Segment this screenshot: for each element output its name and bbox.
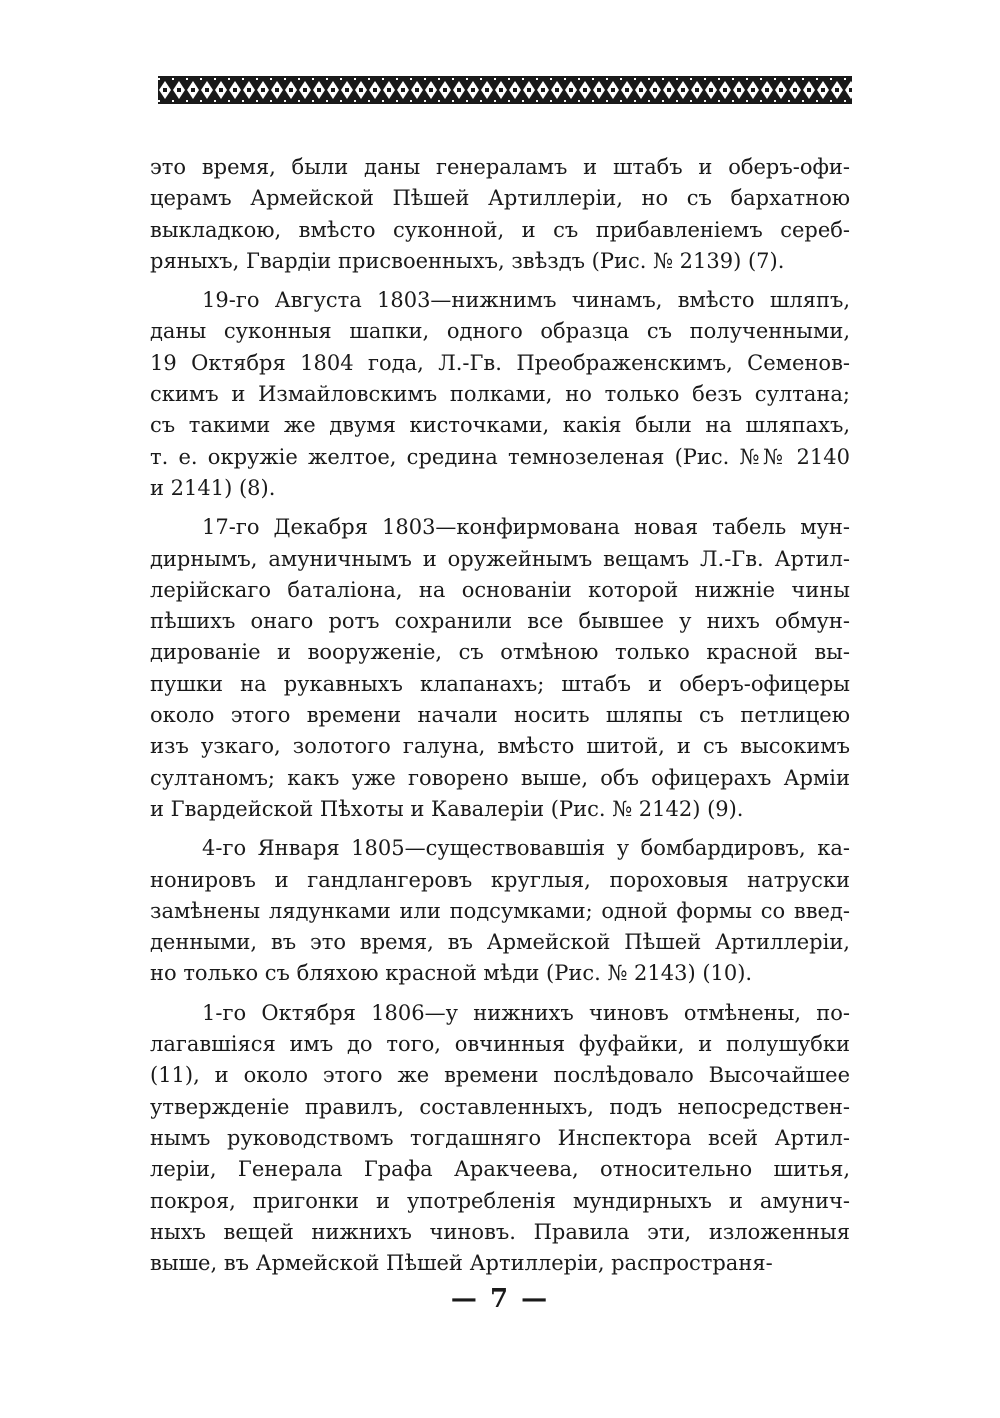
- text-line: церамъ Армейской Пѣшей Артиллеріи, но съ бархатною: [150, 186, 850, 211]
- text-line: пѣшихъ онаго ротъ сохранили все бывшее у нихъ обмун-: [150, 609, 850, 634]
- text-line: денными, въ это время, въ Армейской Пѣшей Артиллеріи,: [150, 930, 850, 955]
- text-line: выкладкою, вмѣсто суконной, и съ прибавленіемъ сереб-: [150, 217, 850, 242]
- text-line: султаномъ; какъ уже говорено выше, объ офицерахъ Арміи: [150, 765, 850, 790]
- text-line: дирнымъ, амуничнымъ и оружейнымъ вещамъ Л.-Гв. Артил-: [150, 546, 850, 571]
- page-body-text: [150, 152, 850, 1287]
- text-line: съ такими же двумя кисточками, какія были на шляпахъ,: [150, 413, 850, 438]
- text-line: 1-го Октября 1806—у нижнихъ чиновъ отмѣнены, по-: [202, 1000, 850, 1025]
- text-line: изъ узкаго, золотого галуна, вмѣсто шитой, и съ высокимъ: [150, 734, 850, 759]
- text-line: 19-го Августа 1803—нижнимъ чинамъ, вмѣсто шляпъ,: [202, 288, 850, 313]
- text-line: утвержденіе правилъ, составленныхъ, подъ непосредствен-: [150, 1094, 850, 1119]
- ornament-pattern-icon: [158, 76, 852, 104]
- text-line: лагавшіяся имъ до того, овчинныя фуфайки, и полушубки: [150, 1032, 850, 1057]
- text-line: нонировъ и гандлангеровъ круглыя, пороховыя натруски: [150, 867, 850, 892]
- text-line: дированіе и вооруженіе, съ отмѣною только красной вы-: [150, 640, 850, 665]
- text-line: покроя, пригонки и употребленія мундирныхъ и амунич-: [150, 1188, 850, 1213]
- text-line: 17-го Декабря 1803—конфирмована новая табель мун-: [202, 515, 850, 540]
- text-line: и Гвардейской Пѣхоты и Кавалеріи (Рис. № 2142) (9).: [150, 796, 744, 821]
- text-line: ныхъ вещей нижнихъ чиновъ. Правила эти, изложенныя: [150, 1219, 850, 1244]
- text-line: 19 Октября 1804 года, Л.-Гв. Преображенскимъ, Семенов-: [150, 350, 850, 375]
- text-line: ряныхъ, Гвардіи присвоенныхъ, звѣздъ (Рис. № 2139) (7).: [150, 248, 785, 273]
- text-line: это время, были даны генераламъ и штабъ и оберъ-офи-: [150, 155, 850, 179]
- text-line: нымъ руководствомъ тогдашняго Инспектора всей Артил-: [150, 1125, 850, 1150]
- text-line: пушки на рукавныхъ клапанахъ; штабъ и оберъ-офицеры: [150, 671, 850, 696]
- paragraph: [150, 833, 850, 989]
- text-line: но только съ бляхою красной мѣди (Рис. № 2143) (10).: [150, 961, 753, 986]
- text-line: леріи, Генерала Графа Аракчеева, относительно шитья,: [150, 1157, 850, 1182]
- paragraph: [150, 152, 850, 277]
- text-line: около этого времени начали носить шляпы съ петлицею: [150, 703, 850, 728]
- page-number: — 7 —: [450, 1284, 550, 1314]
- text-line: даны суконныя шапки, одного образца съ полученными,: [150, 319, 850, 344]
- paragraph: [150, 512, 850, 825]
- text-line: выше, въ Армейской Пѣшей Артиллеріи, распространя-: [150, 1251, 773, 1276]
- text-line: скимъ и Измайловскимъ полками, но только безъ султана;: [150, 382, 850, 407]
- text-line: 4-го Января 1805—существовавшія у бомбардировъ, ка-: [202, 836, 850, 861]
- text-line: (11), и около этого же времени послѣдовало Высочайшее: [150, 1063, 850, 1088]
- paragraph: [150, 998, 850, 1280]
- text-line: замѣнены лядунками или подсумками; одной формы со введ-: [150, 898, 850, 923]
- text-line: и 2141) (8).: [150, 475, 276, 500]
- ornamental-header-band: [158, 76, 852, 104]
- text-line: лерійскаго баталіона, на основаніи которой нижніе чины: [150, 577, 850, 602]
- paragraph: [150, 285, 850, 504]
- text-line: т. е. окружіе желтое, средина темнозеленая (Рис. №№ 2140: [150, 444, 850, 469]
